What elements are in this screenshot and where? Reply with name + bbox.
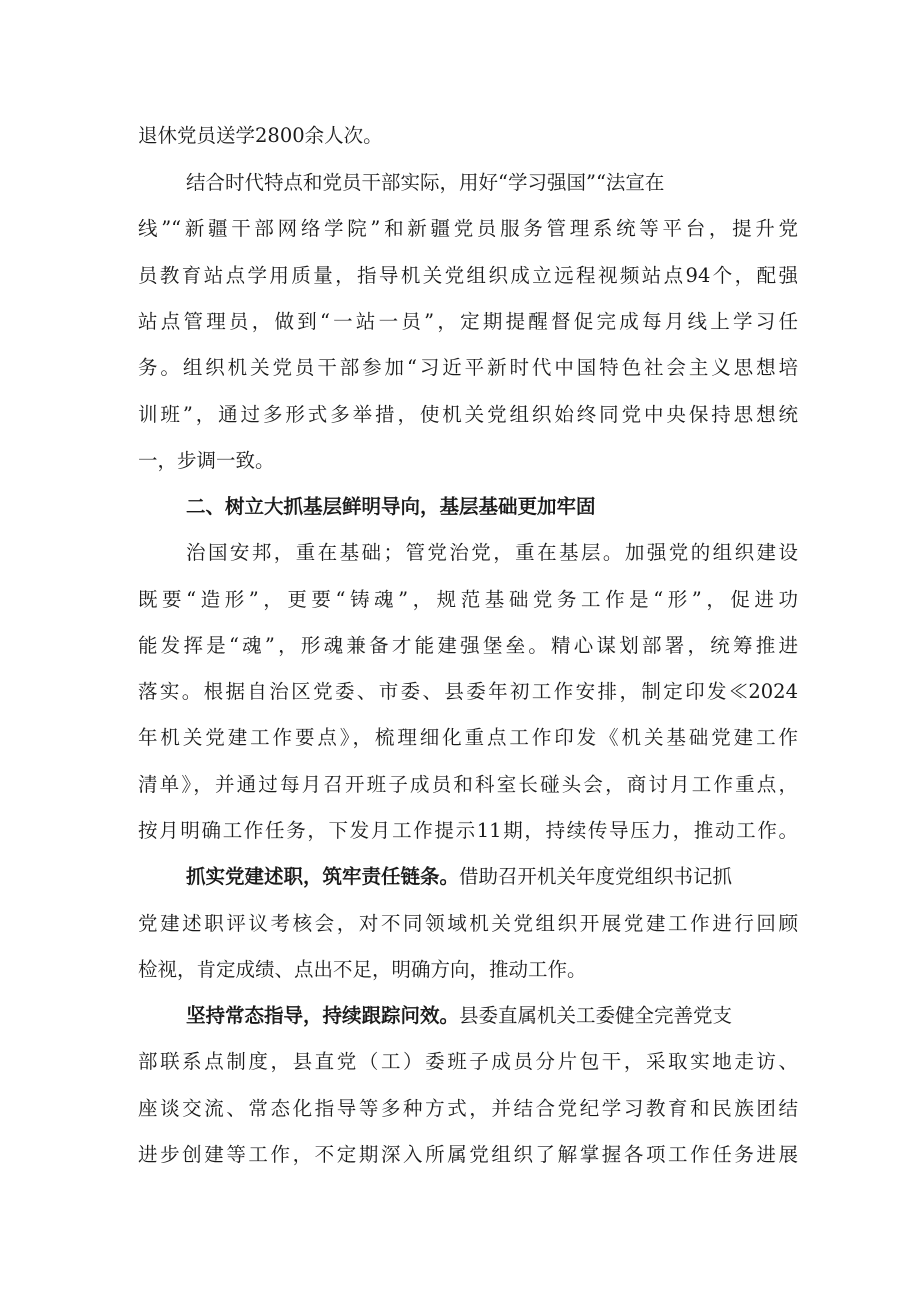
text-line: 务。组织机关党员干部参加“习近平新时代中国特色社会主义思想培 (138, 356, 798, 379)
text-line: 站点管理员，做到“一站一员”，定期提醒督促完成每月线上学习任 (138, 310, 798, 333)
text-line: 党建述职评议考核会，对不同领域机关党组织开展党建工作进行回顾 (138, 912, 798, 935)
text-line: 落实。根据自治区党委、市委、县委年初工作安排，制定印发≪2024 (138, 680, 798, 703)
text-line: 年机关党建工作要点》，梳理细化重点工作印发《机关基础党建工作 (138, 726, 798, 749)
text-line: 一，步调一致。 (138, 449, 275, 472)
text-line: 线”“新疆干部网络学院”和新疆党员服务管理系统等平台，提升党 (138, 217, 798, 240)
text-line (186, 1001, 798, 1031)
paragraph-lead: 坚持常态指导，持续跟踪问效。 (186, 1004, 460, 1027)
text-run: 县委直属机关工委健全完善党支 (459, 1004, 733, 1027)
text-line: 治国安邦，重在基础；管党治党，重在基层。加强党的组织建设 (186, 541, 798, 564)
text-line: 检视，肯定成绩、点出不足，明确方向，推动工作。 (138, 958, 587, 981)
text-line: 座谈交流、常态化指导等多种方式，并结合党纪学习教育和民族团结 (138, 1097, 798, 1120)
text-line: 进步创建等工作，不定期深入所属党组织了解掌握各项工作任务进展 (138, 1143, 798, 1166)
text-line: 训班”，通过多形式多举措，使机关党组织始终同党中央保持思想统 (138, 403, 798, 426)
section-heading: 二、树立大抓基层鲜明导向，基层基础更加牢固 (186, 495, 596, 518)
text-line: 按月明确工作任务，下发月工作提示11期，持续传导压力，推动工作。 (138, 819, 798, 842)
text-line: 能发挥是“魂”，形魂兼备才能建强堡垒。精心谋划部署，统筹推进 (138, 634, 798, 657)
text-line: 部联系点制度，县直党（工）委班子成员分片包干，采取实地走访、 (138, 1050, 798, 1073)
text-run: 借助召开机关年度党组织书记抓 (459, 865, 733, 888)
text-line: 结合时代特点和党员干部实际，用好“学习强国”“法宣在 (186, 171, 665, 194)
text-line: 清单》，并通过每月召开班子成员和科室长碰头会，商讨月工作重点， (138, 773, 798, 796)
paragraph-lead: 抓实党建述职，筑牢责任链条。 (186, 865, 460, 888)
text-line (186, 862, 798, 892)
text-line: 既要“造形”，更要“铸魂”，规范基础党务工作是“形”，促进功 (138, 588, 798, 611)
text-line: 退休党员送学2800余人次。 (138, 124, 383, 147)
text-line: 员教育站点学用质量，指导机关党组织成立远程视频站点94个，配强 (138, 264, 798, 287)
